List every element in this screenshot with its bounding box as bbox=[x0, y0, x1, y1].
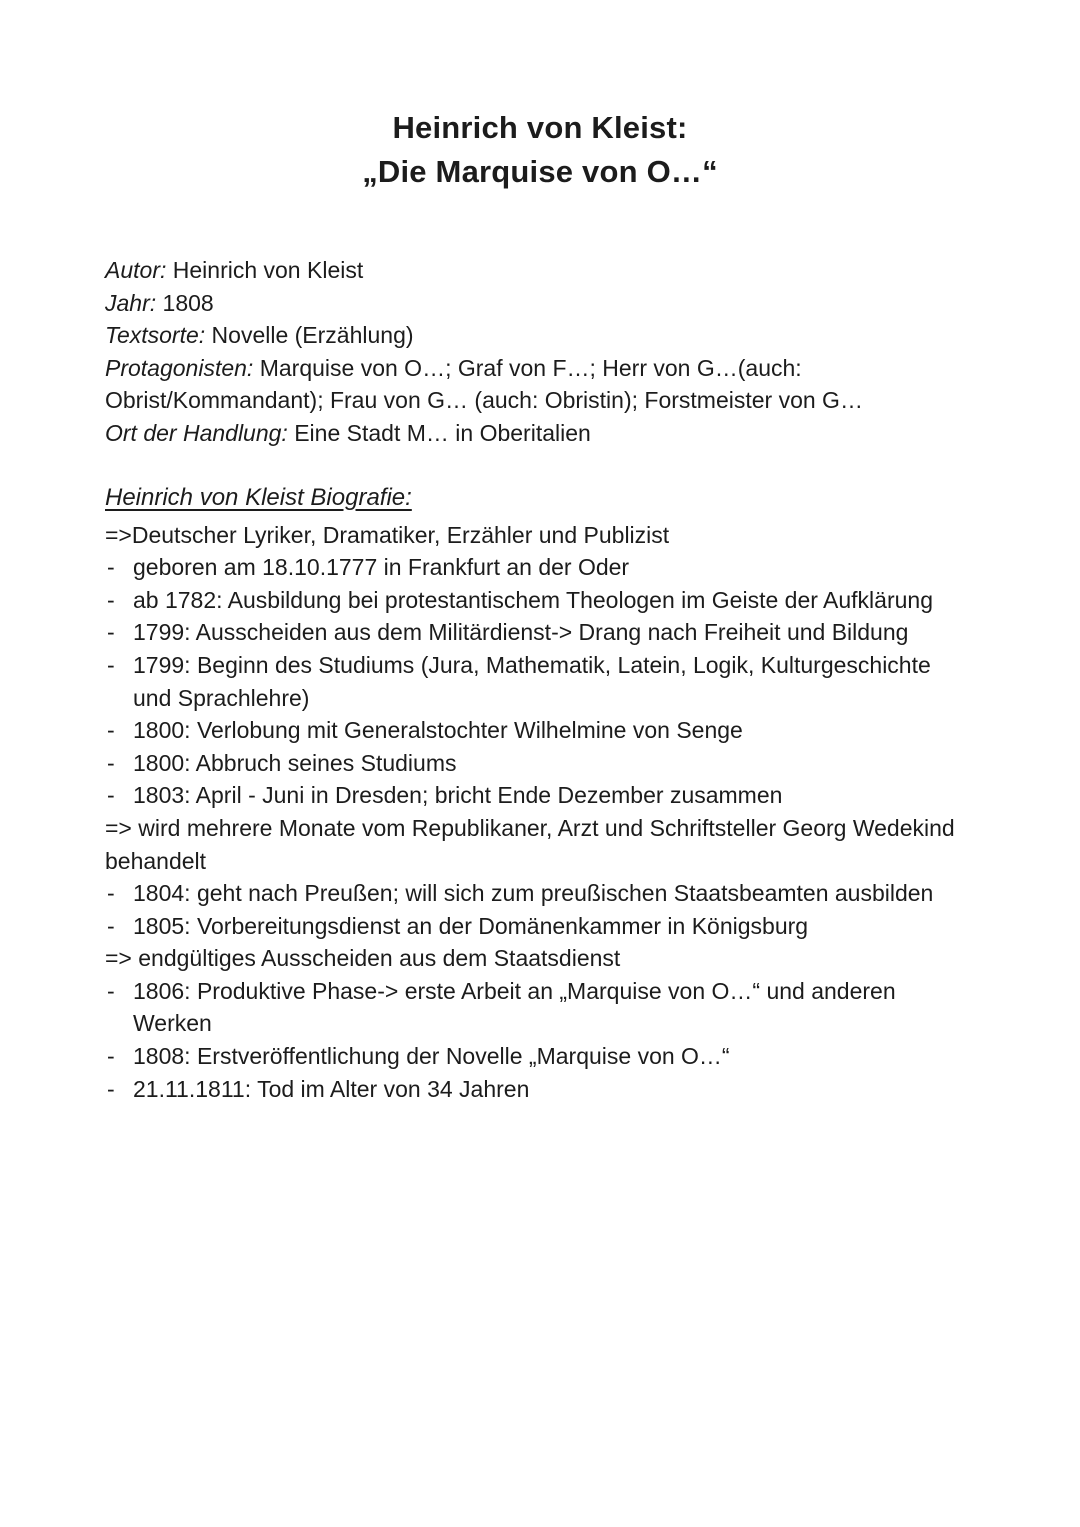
bullet-marker: - bbox=[107, 880, 115, 907]
bullet-marker: - bbox=[107, 651, 115, 678]
bullet-marker: - bbox=[107, 782, 115, 809]
meta-label: Protagonisten: bbox=[105, 354, 254, 381]
list-item-text: => endgültiges Ausscheiden aus dem Staatsdienst bbox=[105, 945, 621, 972]
title-line-1: Heinrich von Kleist: bbox=[392, 110, 688, 145]
meta-line-textsorte bbox=[105, 319, 975, 352]
list-item bbox=[105, 649, 975, 714]
list-item-text: =>Deutscher Lyriker, Dramatiker, Erzähler und Publizist bbox=[105, 521, 670, 548]
list-item bbox=[105, 779, 975, 812]
meta-label: Jahr: bbox=[105, 289, 157, 316]
list-item bbox=[105, 616, 975, 649]
list-item-text: 1803: April - Juni in Dresden; bricht Ende Dezember zusammen bbox=[133, 782, 783, 809]
biography-section bbox=[105, 481, 975, 1106]
list-item bbox=[105, 747, 975, 780]
meta-value: Novelle (Erzählung) bbox=[211, 322, 414, 349]
list-item-text: ab 1782: Ausbildung bei protestantischem Theologen im Geiste der Aufklärung bbox=[133, 586, 933, 613]
document-title bbox=[105, 106, 975, 194]
biography-heading: Heinrich von Kleist Biografie: bbox=[105, 483, 412, 511]
bullet-marker: - bbox=[107, 749, 115, 776]
metadata-section bbox=[105, 254, 975, 450]
list-item-text: 1800: Abbruch seines Studiums bbox=[133, 749, 457, 776]
bullet-marker: - bbox=[107, 554, 115, 581]
list-item bbox=[105, 714, 975, 747]
list-item-text: 1799: Beginn des Studiums (Jura, Mathematik, Latein, Logik, Kulturgeschichte und Sprachlehre) bbox=[133, 651, 931, 711]
bullet-marker: - bbox=[107, 977, 115, 1004]
list-item bbox=[105, 812, 975, 877]
list-item-text: 1805: Vorbereitungsdienst an der Domänenkammer in Königsburg bbox=[133, 912, 809, 939]
meta-value: Heinrich von Kleist bbox=[172, 257, 364, 283]
meta-label: Autor: bbox=[105, 257, 167, 283]
list-item bbox=[105, 1040, 975, 1073]
meta-label: Textsorte: bbox=[105, 322, 206, 349]
meta-value: Marquise von O…; Graf von F…; Herr von G…(auch: Obrist/Kommandant); Frau von G… (auch: Obristin); Forstmeister von G… bbox=[105, 354, 863, 414]
bullet-marker: - bbox=[107, 586, 115, 613]
list-item bbox=[105, 942, 975, 975]
meta-value: Eine Stadt M… in Oberitalien bbox=[294, 419, 591, 446]
list-item bbox=[105, 551, 975, 584]
list-item-text: 1808: Erstveröffentlichung der Novelle „Marquise von O…“ bbox=[133, 1043, 730, 1070]
title-line-2: „Die Marquise von O…“ bbox=[362, 154, 718, 189]
meta-label: Ort der Handlung: bbox=[105, 419, 288, 446]
list-item bbox=[105, 1073, 975, 1106]
list-item-text: 1806: Produktive Phase-> erste Arbeit an „Marquise von O…“ und anderen Werken bbox=[133, 977, 896, 1037]
meta-value: 1808 bbox=[162, 289, 214, 316]
list-item-text: => wird mehrere Monate vom Republikaner, Arzt und Schriftsteller Georg Wedekind behandelt bbox=[105, 814, 955, 874]
meta-line-jahr bbox=[105, 287, 975, 320]
list-item-text: geboren am 18.10.1777 in Frankfurt an der Oder bbox=[133, 554, 630, 581]
bullet-marker: - bbox=[107, 619, 115, 646]
list-item bbox=[105, 584, 975, 617]
meta-line-ort bbox=[105, 417, 975, 450]
meta-line-protagonisten bbox=[105, 352, 975, 417]
meta-line-autor bbox=[105, 254, 975, 287]
bullet-marker: - bbox=[107, 1075, 115, 1102]
list-item bbox=[105, 975, 975, 1040]
bullet-marker: - bbox=[107, 717, 115, 744]
list-item-text: 1800: Verlobung mit Generalstochter Wilhelmine von Senge bbox=[133, 717, 743, 744]
bullet-marker: - bbox=[107, 912, 115, 939]
list-item-text: 21.11.1811: Tod im Alter von 34 Jahren bbox=[133, 1075, 530, 1102]
bullet-marker: - bbox=[107, 1043, 115, 1070]
list-item bbox=[105, 910, 975, 943]
list-item bbox=[105, 519, 975, 552]
list-item bbox=[105, 877, 975, 910]
list-item-text: 1799: Ausscheiden aus dem Militärdienst-> Drang nach Freiheit und Bildung bbox=[133, 619, 909, 646]
list-item-text: 1804: geht nach Preußen; will sich zum preußischen Staatsbeamten ausbilden bbox=[133, 880, 934, 907]
